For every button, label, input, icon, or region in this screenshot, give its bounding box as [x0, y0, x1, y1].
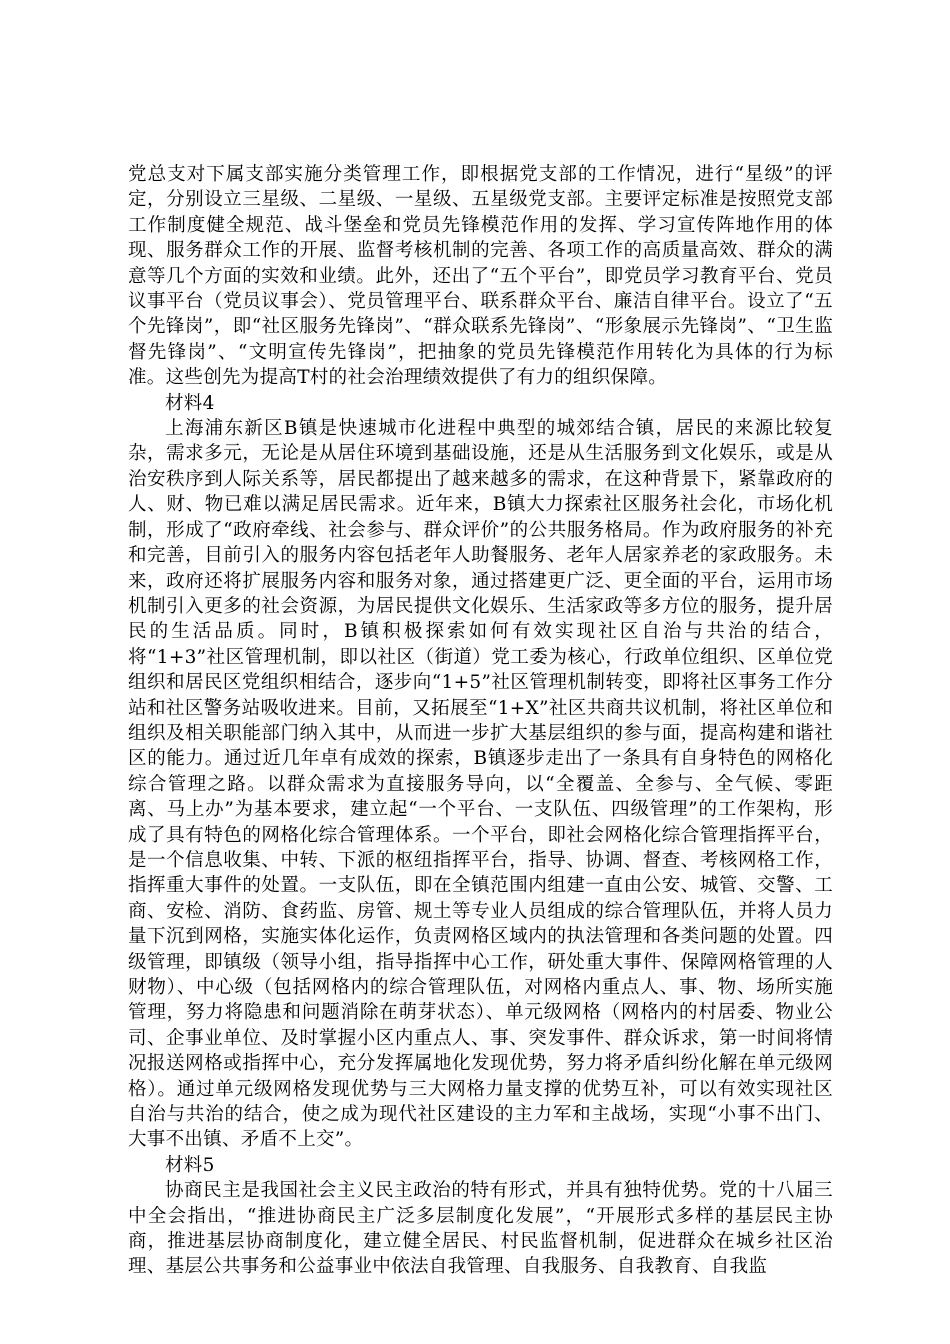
document-body	[128, 162, 833, 1280]
paragraph-party-branch: 党总支对下属支部实施分类管理工作，即根据党支部的工作情况，进行“星级”的评定，分别设立三星级、二星级、一星级、五星级党支部。主要评定标准是按照党支部工作制度健全规范、战斗堡垒和党员先锋模范作用的发挥、学习宣传阵地作用的体现、服务群众工作的开展、监督考核机制的完善、各项工作的高质量高效、群众的满意等几个方面的实效和业绩。此外，还出了“五个平台”，即党员学习教育平台、党员议事平台（党员议事会）、党员管理平台、联系群众平台、廉洁自律平台。设立了“五个先锋岗”，即“社区服务先锋岗”、“群众联系先锋岗”、“形象展示先锋岗”、“卫生监督先锋岗”、“文明宣传先锋岗”，把抽象的党员先锋模范作用转化为具体的行为标准。这些创先为提高T村的社会治理绩效提供了有力的组织保障。	[128, 164, 833, 389]
heading-material-5: 材料5	[165, 1154, 215, 1176]
paragraph-material-5: 协商民主是我国社会主义民主政治的特有形式，并具有独特优势。党的十八届三中全会指出，“推进协商民主广泛多层制度化发展”，“开展形式多样的基层民主协商，推进基层协商制度化，建立健全居民、村民监督机制，促进群众在城乡社区治理、基层公共事务和公益事业中依法自我管理、自我服务、自我教育、自我监	[128, 1180, 833, 1278]
paragraph-material-4: 上海浦东新区B镇是快速城市化进程中典型的城郊结合镇，居民的来源比较复杂，需求多元，无论是从居住环境到基础设施，还是从生活服务到文化娱乐，或是从治安秩序到人际关系等，居民都提出了越来越多的需求，在这种背景下，紧靠政府的人、财、物已难以满足居民需求。近年来，B镇大力探索社区服务社会化，市场化机制，形成了“政府牵线、社会参与、群众评价”的公共服务格局。作为政府服务的补充和完善，目前引入的服务内容包括老年人助餐服务、老年人居家养老的家政服务。未来，政府还将扩展服务内容和服务对象，通过搭建更广泛、更全面的平台，运用市场机制引入更多的社会资源，为居民提供文化娱乐、生活家政等多方位的服务，提升居民的生活品质。同时，B镇积极探索如何有效实现社区自治与共治的结合，将“1+3”社区管理机制，即以社区（街道）党工委为核心，行政单位组织、区单位党组织和居民区党组织相结合，逐步向“1+5”社区管理机制转变，即将社区事务工作分站和社区警务站吸收进来。目前，又拓展至“1+X”社区共商共议机制，将社区单位和组织及相关职能部门纳入其中，从而进一步扩大基层组织的参与面，提高构建和谐社区的能力。通过近几年卓有成效的探索，B镇逐步走出了一条具有自身特色的网格化综合管理之路。以群众需求为直接服务导向，以“全覆盖、全参与、全气候、零距离、马上办”为基本要求，建立起“一个平台、一支队伍、四级管理”的工作架构，形成了具有特色的网格化综合管理体系。一个平台，即社会网格化综合管理指挥平台，是一个信息收集、中转、下派的枢纽指挥平台，指导、协调、督查、考核网格工作，指挥重大事件的处置。一支队伍，即在全镇范围内组建一直由公安、城管、交警、工商、安检、消防、食药监、房管、规土等专业人员组成的综合管理队伍，并将人员力量下沉到网格，实施实体化运作，负责网格区域内的执法管理和各类问题的处置。四级管理，即镇级（领导小组，指导指挥中心工作，研处重大事件、保障网格管理的人财物）、中心级（包括网格内的综合管理队伍，对网格内重点人、事、物、场所实施管理，努力将隐患和问题消除在萌芽状态）、单元级网格（网格内的村居委、物业公司、企事业单位、及时掌握小区内重点人、事、突发事件、群众诉求，第一时间将情况报送网格或指挥中心，充分发挥属地化发现优势，努力将矛盾纠纷化解在单元级网格）。通过单元级网格发现优势与三大网格力量支撑的优势互补，可以有效实现社区自治与共治的结合，使之成为现代社区建设的主力军和主战场，实现“小事不出门、大事不出镇、矛盾不上交”。	[128, 418, 833, 1151]
heading-material-4: 材料4	[165, 392, 215, 414]
